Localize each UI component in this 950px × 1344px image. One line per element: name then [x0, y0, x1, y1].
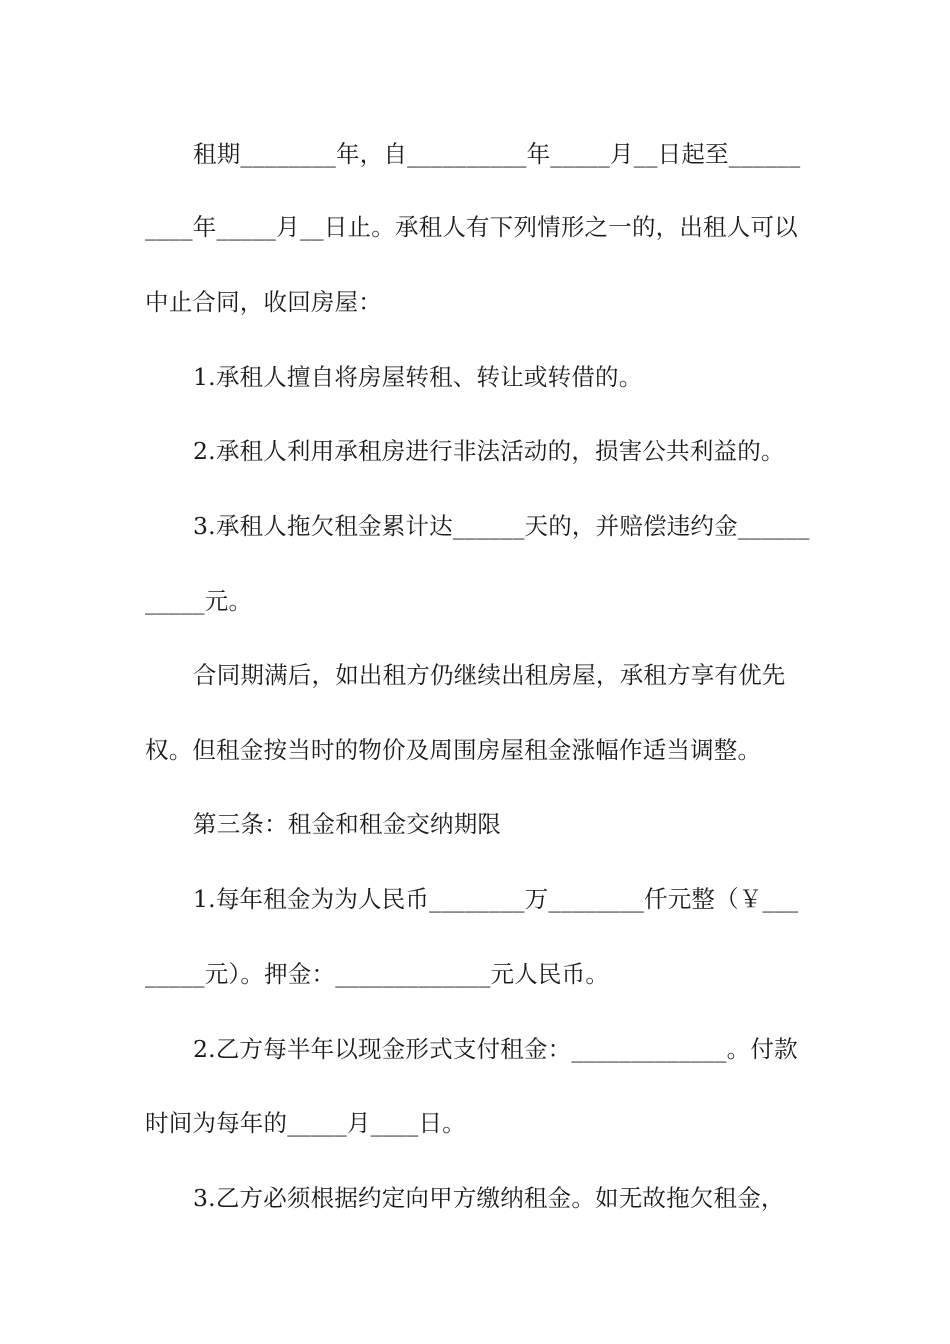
text-line-payment-date: 时间为每年的_____月____日。 — [145, 1109, 466, 1137]
text-line-clause-3: 3.承租人拖欠租金累计达______天的，并赔偿违约金______ — [193, 512, 810, 540]
text-line-rent-amount: 1.每年租金为为人民币________万________仟元整（￥___ — [193, 885, 799, 913]
text-line-arrears: 3.乙方必须根据约定向甲方缴纳租金。如无故拖欠租金， — [193, 1184, 785, 1212]
text-line-lease-term: 租期________年，自__________年_____月__日起至______ — [193, 140, 801, 168]
text-line-clause-3-cont: _____元。 — [145, 587, 253, 615]
text-line-deposit: _____元）。押金：_____________元人民币。 — [145, 960, 610, 988]
text-line-terminate: 中止合同，收回房屋： — [145, 288, 382, 316]
section-heading-article-3: 第三条：租金和租金交纳期限 — [193, 810, 502, 838]
text-line-renewal-cont: 权。但租金按当时的物价及周围房屋租金涨幅作适当调整。 — [145, 736, 762, 764]
text-line-clause-1: 1.承租人擅自将房屋转租、转让或转借的。 — [193, 363, 643, 391]
text-line-renewal: 合同期满后，如出租方仍继续出租房屋，承租方享有优先 — [193, 661, 786, 689]
text-line-payment: 2.乙方每半年以现金形式支付租金：_____________。付款 — [193, 1035, 798, 1063]
text-line-clause-2: 2.承租人利用承租房进行非法活动的，损害公共利益的。 — [193, 437, 785, 465]
text-line-lease-end: ____年_____月__日止。承租人有下列情形之一的，出租人可以 — [145, 213, 798, 241]
